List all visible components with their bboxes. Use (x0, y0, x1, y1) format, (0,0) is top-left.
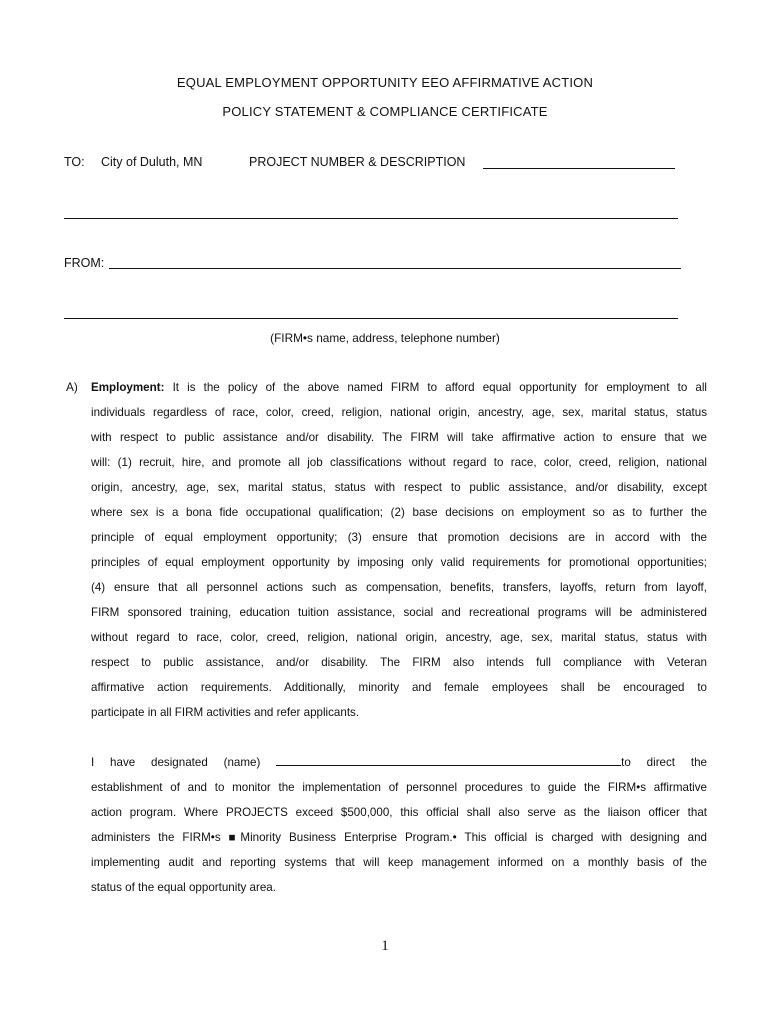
designation-tail: to direct the (621, 756, 707, 769)
page-number: 1 (381, 938, 389, 954)
employment-line: will: (1) recruit, hire, and promote all job classifications without regard to race, color, creed, religion, national (91, 456, 707, 469)
project-label: PROJECT NUMBER & DESCRIPTION (249, 155, 466, 169)
employment-line: where sex is a bona fide occupational qualification; (2) base decisions on employment so as to further the (91, 506, 707, 519)
from-label: FROM: (64, 256, 105, 270)
designation-paragraph (91, 750, 707, 900)
employment-line: participate in all FIRM activities and refer applicants. (91, 706, 360, 719)
employment-line: FIRM sponsored training, education tuition assistance, social and recreational programs will be administered (91, 606, 707, 619)
designated-name-field[interactable] (276, 753, 621, 766)
document-title-line-2: POLICY STATEMENT & COMPLIANCE CERTIFICATE (222, 104, 548, 119)
employment-line: origin, ancestry, age, sex, marital status, status with respect to public assistance, and/or disability, except (91, 481, 707, 494)
designation-line-1 (91, 750, 707, 775)
employment-paragraph (91, 375, 707, 725)
designation-lead: I have designated (name) (91, 756, 261, 769)
employment-line-1: Employment: It is the policy of the above named FIRM to afford equal opportunity for employment to all (91, 381, 707, 394)
to-label: TO: (64, 155, 85, 169)
project-description-field[interactable] (64, 218, 678, 219)
designation-line: administers the FIRM•s ■Minority Business Enterprise Program.• This official is charged with designing and (91, 831, 707, 844)
designation-line: establishment of and to monitor the implementation of personnel procedures to guide the FIRM•s affirmative (91, 781, 707, 794)
firm-address-field[interactable] (64, 318, 678, 319)
firm-caption: (FIRM•s name, address, telephone number) (270, 331, 500, 345)
employment-line: without regard to race, color, creed, religion, national origin, ancestry, age, sex, marital status, status with (91, 631, 707, 644)
employment-heading: Employment: (91, 381, 165, 394)
from-field[interactable] (109, 268, 681, 269)
designation-line: status of the equal opportunity area. (91, 881, 276, 894)
employment-line: principles of equal employment opportunity by imposing only valid requirements for promotional opportunities; (91, 556, 707, 569)
employment-line: (4) ensure that all personnel actions such as compensation, benefits, transfers, layoffs, return from layoff, (91, 581, 707, 594)
designation-line: implementing audit and reporting systems that will keep management informed on a monthly basis of the (91, 856, 707, 869)
employment-line: with respect to public assistance and/or disability. The FIRM will take affirmative action to ensure that we (91, 431, 707, 444)
employment-line: individuals regardless of race, color, creed, religion, national origin, ancestry, age, sex, marital status, status (91, 406, 707, 419)
employment-line: affirmative action requirements. Additionally, minority and female employees shall be encouraged to (91, 681, 707, 694)
document-title-line-1: EQUAL EMPLOYMENT OPPORTUNITY EEO AFFIRMATIVE ACTION (176, 75, 594, 90)
employment-line: respect to public assistance, and/or disability. The FIRM also intends full compliance with Veteran (91, 656, 707, 669)
section-a-marker: A) (66, 380, 78, 394)
employment-line: principle of equal employment opportunity; (3) ensure that promotion decisions are in accord with the (91, 531, 707, 544)
project-number-field[interactable] (483, 168, 675, 169)
to-value: City of Duluth, MN (101, 155, 203, 169)
designation-line: action program. Where PROJECTS exceed $500,000, this official shall also serve as the liaison officer that (91, 806, 707, 819)
